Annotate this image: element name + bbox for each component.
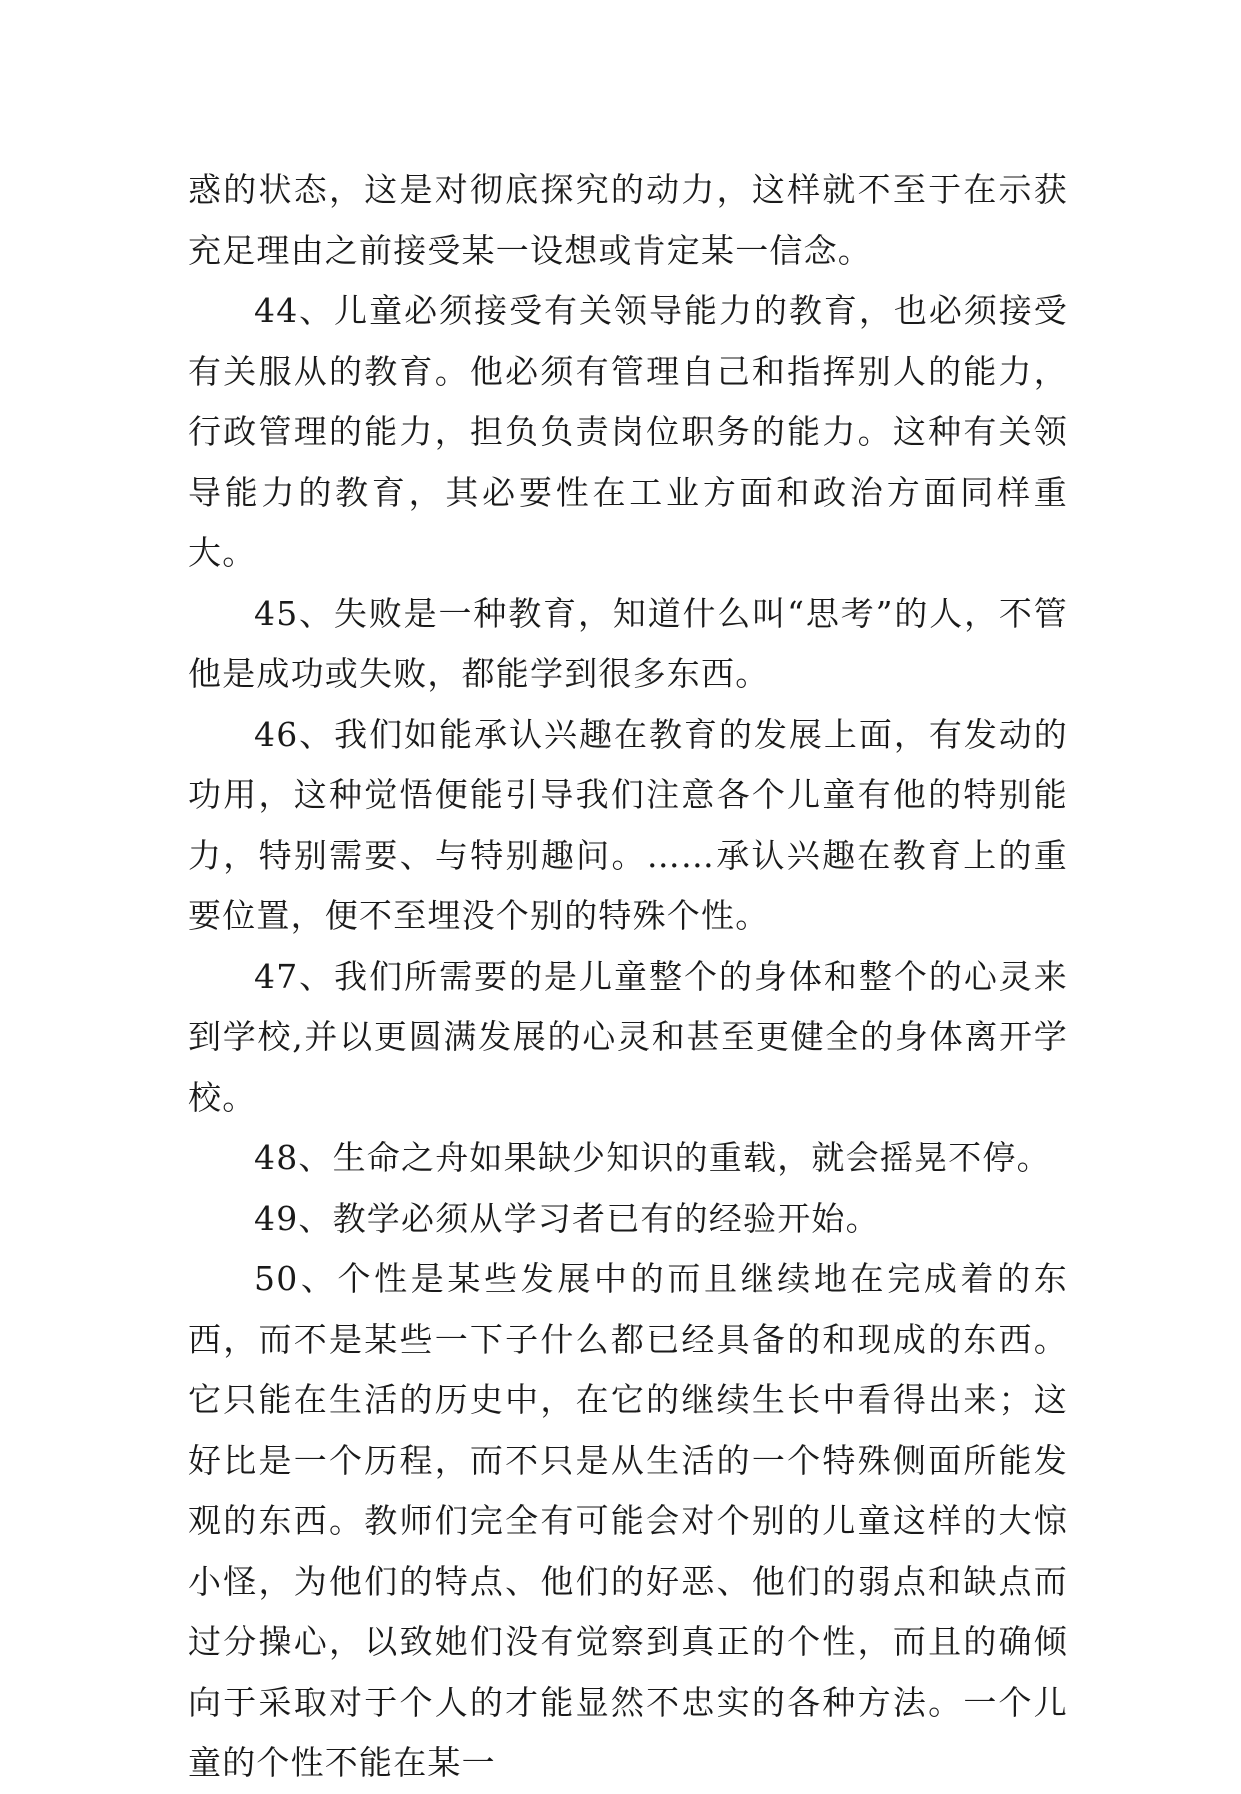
paragraph-47: 47、我们所需要的是儿童整个的身体和整个的心灵来到学校,并以更圆满发展的心灵和甚至更健全的身体离开学校。 — [188, 956, 1068, 1117]
paragraph-48: 48、生命之舟如果缺少知识的重载，就会摇晃不停。 — [254, 1138, 1051, 1177]
paragraph-50: 50、个性是某些发展中的而且继续地在完成着的东西，而不是某些一下子什么都已经具备的和现成的东西。它只能在生活的历史中，在它的继续生长中看得出来；这好比是一个历程，而不只是从生活的一个特殊侧面所能发观的东西。教师们完全有可能会对个别的儿童这样的大惊小怪，为他们的特点、他们的好恶、他们的弱点和缺点而过分操心，以致她们没有觉察到真正的个性，而且的确倾向于采取对于个人的才能显然不忠实的各种方法。一个儿童的个性不能在某一 — [188, 1259, 1068, 1782]
paragraph-44: 44、儿童必须接受有关领导能力的教育，也必须接受有关服从的教育。他必须有管理自己和指挥别人的能力，行政管理的能力，担负负责岗位职务的能力。这种有关领导能力的教育，其必要性在工业方面和政治方面同样重大。 — [188, 291, 1068, 572]
paragraph-46: 46、我们如能承认兴趣在教育的发展上面，有发动的功用，这种觉悟便能引导我们注意各个儿童有他的特别能力，特别需要、与特别趣问。……承认兴趣在教育上的重要位置，便不至埋没个别的特殊个性。 — [188, 714, 1068, 935]
paragraph-45: 45、失败是一种教育，知道什么叫“思考”的人，不管他是成功或失败，都能学到很多东西。 — [188, 593, 1068, 693]
paragraph-49: 49、教学必须从学习者已有的经验开始。 — [254, 1198, 880, 1238]
paragraph-continuation: 惑的状态，这是对彻底探究的动力，这样就不至于在示获充足理由之前接受某一设想或肯定某一信念。 — [188, 170, 1068, 270]
document-body — [188, 160, 1068, 1794]
